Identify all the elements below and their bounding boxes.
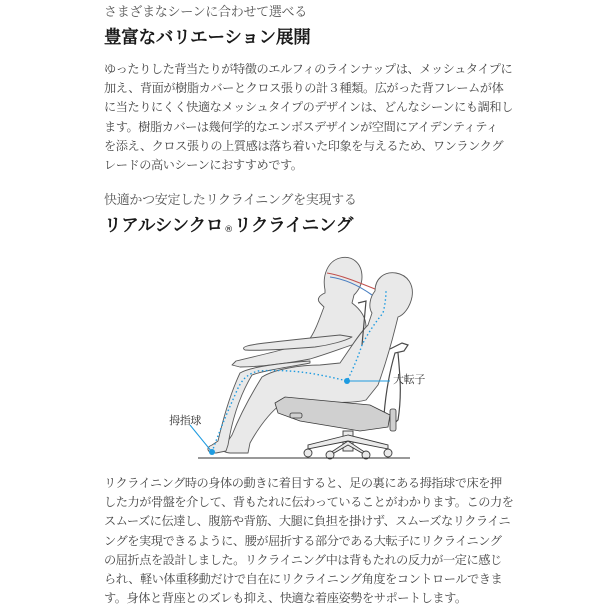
reclining-title-part2: リクライニング — [234, 216, 354, 236]
paragraph-line: した力が骨盤を介して、背もたれに伝わっていることがわかります。この力を — [104, 495, 514, 510]
paragraph-line: 加え、背面が樹脂カバーとクロス張りの計３種類。広がった背フレームが体 — [104, 81, 504, 96]
paragraph-line: ゆったりした背当たりが特徴のエルフィのラインナップは、メッシュタイプに — [104, 62, 513, 76]
paragraph-line: レードの高いシーンにおすすめです。 — [104, 158, 303, 173]
reclining-title — [104, 214, 504, 242]
paragraph-line: ます。樹脂カバーは幾何学的なエンボスデザインが空間にアイデンティティ — [104, 119, 498, 134]
variation-title: 豊富なバリエーション展開 — [104, 28, 311, 48]
variation-subtitle: さまざまなシーンに合わせて選べる — [104, 5, 307, 20]
paragraph-line: の屈折点を設計しました。リクライニング中は背もたれの反力が一定に感じ — [104, 552, 502, 567]
ball-of-foot-label: 拇指球 — [169, 414, 202, 427]
ball-callout-line — [190, 425, 212, 452]
paragraph-line: リクライニング時の身体の動きに着目すると、足の裏にある拇指球で床を押 — [104, 476, 502, 490]
reclining-paragraph — [104, 474, 514, 608]
paragraph-line: に当たりにくく快適なメッシュタイプのデザインは、どんなシーンにも調和し — [104, 100, 513, 115]
variation-paragraph — [104, 60, 513, 175]
caster — [384, 449, 392, 457]
variation-heading-block — [104, 4, 504, 50]
paragraph-line: ングを実現できるように、腰が屈折する部分である大転子にリクライニング — [104, 533, 502, 548]
reclining-subtitle: 快適かつ安定したリクライニングを実現する — [104, 193, 357, 208]
reclining-title-part1: リアルシンクロ — [104, 216, 224, 236]
paragraph-line: す。身体と背座とのズレも抑え、快適な着座姿勢をサポートします。 — [104, 591, 467, 606]
greater-trochanter-label: 大転子 — [393, 373, 426, 386]
reclining-heading-block — [104, 192, 504, 242]
caster — [304, 449, 312, 457]
paragraph-line: られ、軽い体重移動だけで自在にリクライニング角度をコントロールできま — [104, 572, 503, 587]
paragraph-line: を添え、クロス張りの上質感は落ち着いた印象を与えるため、ワンランクグ — [104, 138, 504, 153]
registered-mark: ® — [224, 225, 233, 235]
paragraph-line: スムーズに伝達し、腹筋や背筋、大腿に負担を掛けず、スムーズなリクライニ — [104, 514, 511, 529]
